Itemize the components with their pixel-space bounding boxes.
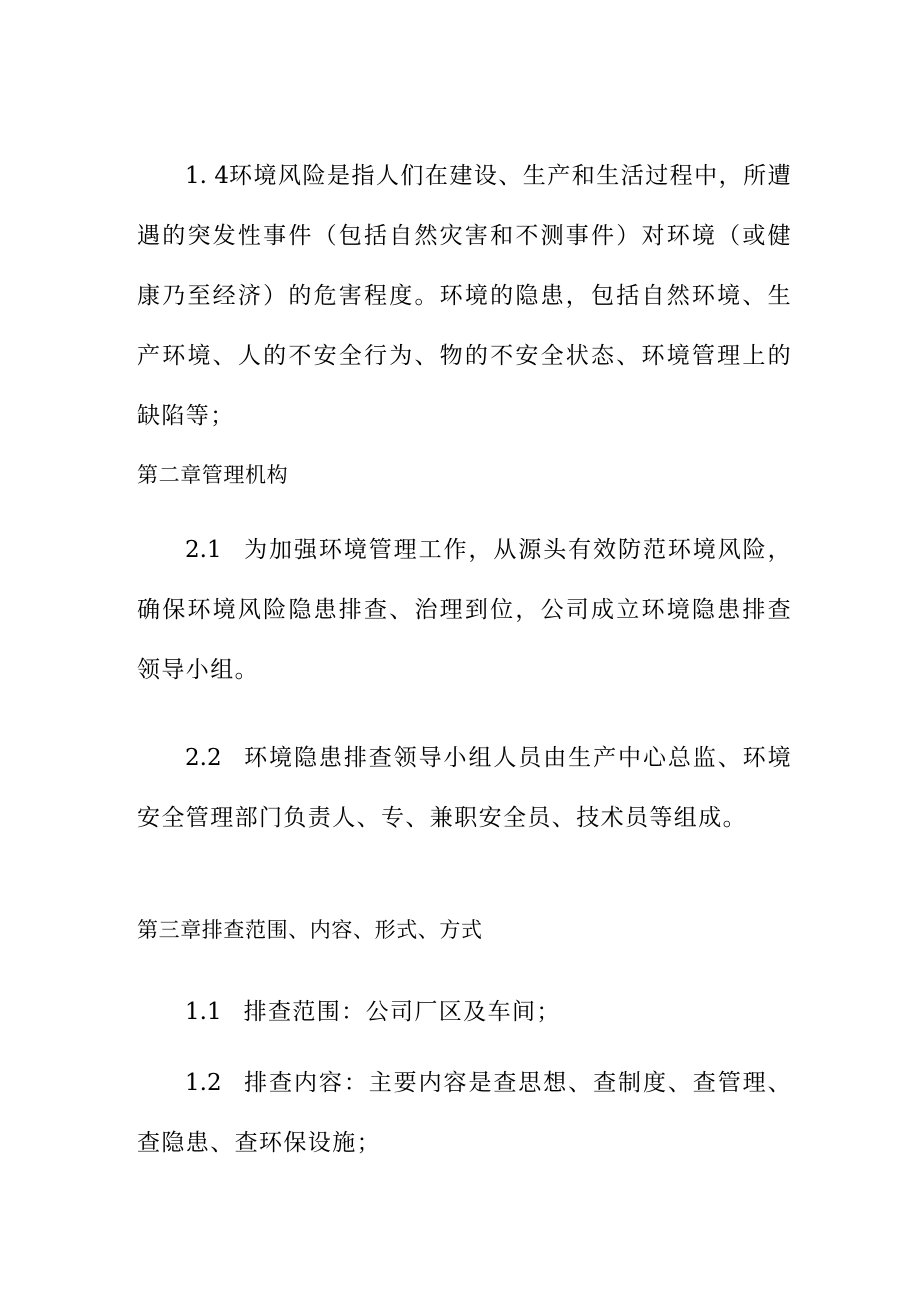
paragraph-number: 1.2 [185, 1070, 222, 1096]
paragraph-3-2 [137, 1053, 792, 1173]
paragraph-3-1 [137, 982, 792, 1042]
paragraph-text: 排查范围：公司厂区及车间； [243, 999, 561, 1025]
paragraph-text: 排查内容：主要内容是查思想、查制度、查管理、查隐患、查环保设施； [137, 1070, 792, 1156]
paragraph-2-1 [137, 520, 792, 700]
paragraph-number: 1. 4 [185, 163, 229, 189]
paragraph-text: 环境隐患排查领导小组人员由生产中心总监、环境安全管理部门负责人、专、兼职安全员、技术员等组成。 [137, 745, 792, 831]
paragraph-2-2 [137, 728, 792, 848]
chapter-3-heading: 第三章排查范围、内容、形式、方式 [137, 918, 483, 942]
paragraph-number: 2.2 [185, 745, 222, 771]
paragraph-1-4 [137, 146, 792, 446]
paragraph-text: 为加强环境管理工作，从源头有效防范环境风险，确保环境风险隐患排查、治理到位，公司成立环境隐患排查领导小组。 [137, 537, 792, 683]
paragraph-text: 环境风险是指人们在建设、生产和生活过程中，所遭遇的突发性事件（包括自然灾害和不测事件）对环境（或健康乃至经济）的危害程度。环境的隐患，包括自然环境、生产环境、人的不安全行为、物的不安全状态、环境管理上的缺陷等； [137, 163, 792, 429]
chapter-2-heading: 第二章管理机构 [137, 463, 289, 487]
paragraph-number: 2.1 [185, 537, 222, 563]
paragraph-number: 1.1 [185, 999, 222, 1025]
